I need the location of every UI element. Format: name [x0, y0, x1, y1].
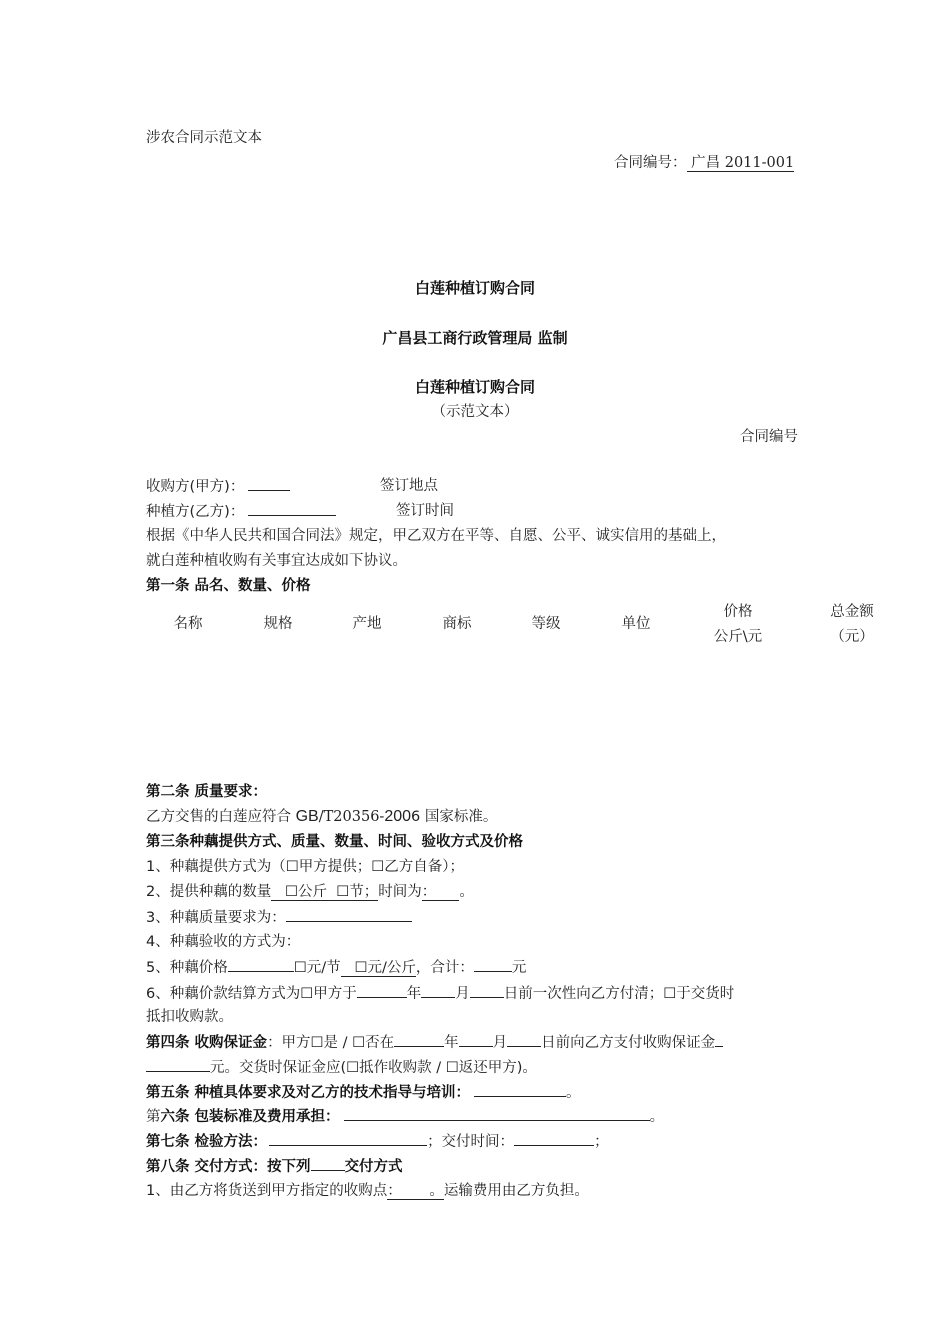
column-header-spec: 规格 [263, 616, 293, 632]
supervisor-line: 广昌县工商行政管理局 监制 [382, 329, 568, 347]
inspection-method-blank[interactable] [269, 1131, 427, 1146]
art3-i6-b: 年 [406, 986, 422, 1002]
art4-b: 年 [444, 1035, 459, 1051]
article-4-title: 第四条 收购保证金 [146, 1035, 268, 1051]
column-header-price-top: 价格 [723, 604, 753, 620]
column-header-total-top: 总金额 [830, 604, 874, 620]
art3-i6-c: 月 [455, 986, 470, 1002]
art3-i5-b: ☐元/节 [293, 960, 341, 976]
art2-text-b: GB [295, 808, 319, 825]
column-header-unit: 单位 [621, 616, 651, 632]
sign-place-label: 签订地点 [380, 478, 438, 494]
article-8-item-1 [146, 1181, 589, 1201]
art4-d: 日前向乙方支付收购保证金 [541, 1035, 716, 1051]
deposit-blank[interactable] [146, 1057, 210, 1072]
art4-day-blank[interactable] [507, 1032, 541, 1047]
art3-i2-c: 时间为 [378, 884, 422, 900]
art2-text-a: 乙方交售的白莲应符合 [146, 809, 296, 825]
art4-e: 元。交货时保证金应(☐抵作收购款 / ☐返还甲方)。 [210, 1060, 537, 1076]
article-5-line [146, 1082, 581, 1103]
total-blank[interactable] [474, 957, 512, 972]
art3-i2-e: 。 [459, 884, 474, 900]
art6-end: 。 [649, 1109, 665, 1125]
article-6-title-b: 六条 包装标准及费用承担： [160, 1109, 340, 1125]
buyer-label: 收购方(甲方)： [146, 479, 245, 495]
sign-time-label: 签订时间 [396, 503, 454, 519]
column-header-brand: 商标 [442, 616, 472, 632]
art2-text-c: /T20356- [318, 809, 385, 825]
article-6-title-a: 第 [146, 1109, 161, 1125]
art4-a: ：甲方☐是 / ☐否在 [267, 1035, 395, 1051]
article-3-item-5 [146, 957, 526, 978]
article-2-title: 第二条 质量要求： [146, 784, 268, 800]
art4-c: 月 [492, 1035, 508, 1051]
grower-label: 种植方(乙方)： [146, 504, 245, 520]
art5-end: 。 [566, 1085, 581, 1101]
year-blank[interactable] [357, 983, 407, 998]
doc-type-label: 涉农合同示范文本 [146, 130, 262, 146]
art8-i1-c: 运输费用由乙方负担。 [443, 1183, 589, 1199]
article-1-title: 第一条 品名、数量、价格 [146, 578, 311, 594]
grower-blank[interactable] [248, 501, 336, 516]
contract-no-value: 广昌 2011-001 [686, 155, 795, 171]
art8-i1-a: 1、由乙方将货送到甲方指定的收购点 [146, 1183, 388, 1199]
article-3-item-1: 1、种藕提供方式为（☐甲方提供；☐乙方自备）； [146, 859, 464, 875]
deposit-blank-start[interactable] [715, 1032, 723, 1047]
collection-point-blank[interactable]: ： 。 [387, 1183, 444, 1199]
art3-i5-per-kg[interactable]: ☐元/公斤 [340, 960, 416, 976]
preamble-line-1: 根据《中华人民共和国合同法》规定，甲乙双方在平等、自愿、公平、诚实信用的基础上， [146, 528, 726, 544]
article-8-title-a: 第八条 交付方式：按下列 [146, 1159, 311, 1175]
article-3-item-2 [146, 882, 474, 902]
delivery-option-blank[interactable] [311, 1156, 345, 1171]
article-7-title: 第七条 检验方法： [146, 1134, 268, 1150]
art2-text-d: 200 [384, 808, 412, 825]
article-3-item-6-cont: 抵扣收购款。 [146, 1009, 233, 1025]
packaging-blank[interactable] [344, 1106, 650, 1121]
main-title-2: 白莲种植订购合同 [414, 378, 535, 396]
price-blank[interactable] [228, 957, 294, 972]
article-5-title: 第五条 种植具体要求及对乙方的技术指导与培训： [146, 1085, 471, 1101]
buyer-line [146, 476, 290, 497]
sample-text-label: （示范文本） [431, 404, 519, 420]
buyer-blank[interactable] [248, 476, 290, 491]
technical-guidance-blank[interactable] [474, 1082, 566, 1097]
art3-i6-a: 6、种藕价款结算方式为☐甲方于 [146, 986, 357, 1002]
article-4-line-2 [146, 1057, 537, 1078]
article-3-title: 第三条种藕提供方式、质量、数量、时间、验收方式及价格 [146, 834, 523, 850]
art4-month-blank[interactable] [459, 1032, 493, 1047]
column-header-price-bottom: 公斤\元 [713, 629, 763, 645]
art2-text-e: 6 国家标准。 [411, 809, 498, 825]
main-title: 白莲种植订购合同 [414, 279, 535, 297]
article-8-title-b: 交付方式 [344, 1159, 403, 1175]
quality-requirement-blank[interactable] [286, 907, 412, 922]
column-header-total-bottom: （元） [830, 629, 874, 645]
contract-number-label: 合同编号 [740, 429, 798, 445]
article-2-text [146, 807, 497, 827]
art3-i5-d: ，合计： [415, 960, 474, 976]
delivery-time-blank[interactable] [514, 1131, 594, 1146]
month-blank[interactable] [421, 983, 455, 998]
art3-i2-a: 2、提供种藕的数量 [146, 884, 272, 900]
grower-line [146, 501, 336, 522]
article-8-title [146, 1156, 403, 1177]
article-3-item-4: 4、种藕验收的方式为： [146, 934, 301, 950]
article-6-line [146, 1106, 664, 1127]
article-3-item-6 [146, 983, 734, 1004]
art7-mid: ；交付时间： [427, 1134, 515, 1150]
column-header-origin: 产地 [352, 616, 382, 632]
art7-end: ； [594, 1134, 609, 1150]
art3-i6-d: 日前一次性向乙方付清；☐于交货时 [503, 986, 735, 1002]
art3-i2-time-blank[interactable]: ： [421, 884, 460, 900]
day-blank[interactable] [470, 983, 504, 998]
art3-i3-label: 3、种藕质量要求为： [146, 910, 286, 926]
contract-number-header [614, 153, 794, 173]
preamble-line-2: 就白莲种植收购有关事宜达成如下协议。 [146, 553, 407, 569]
article-4-line-1 [146, 1032, 723, 1053]
contract-no-label: 合同编号： [614, 155, 687, 171]
art3-i5-e: 元 [511, 960, 527, 976]
column-header-name: 名称 [173, 616, 203, 632]
article-7-line [146, 1131, 609, 1152]
art3-i5-a: 5、种藕价格 [146, 960, 228, 976]
article-3-item-3 [146, 907, 412, 928]
art4-year-blank[interactable] [394, 1032, 444, 1047]
art3-i2-quantity-options[interactable]: ☐公斤 ☐节； [271, 884, 379, 900]
column-header-grade: 等级 [531, 616, 561, 632]
